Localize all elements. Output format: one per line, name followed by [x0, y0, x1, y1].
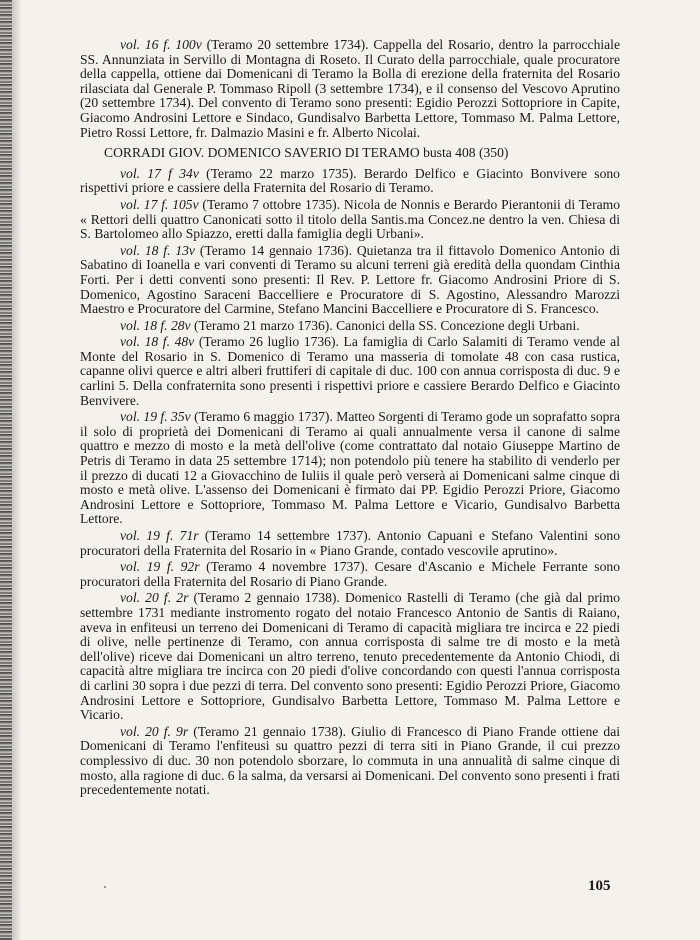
entry-text: (Teramo 7 ottobre 1735). Nicola de Nonnis e Berardo Pierantonii di Teramo « Rettori delli quattro Canonicati sotto il titolo della Santis.ma Concez.ne dentro la ven. Chiesa di S. Bartolomeo allo Spiazzo, eretti dalla famiglia degli Urbani».: [80, 196, 620, 242]
page-number: 105: [588, 878, 611, 894]
entry-reference: vol. 19 f. 71r: [120, 528, 199, 543]
entry: [80, 591, 620, 722]
entry-reference: vol. 18 f. 28v: [120, 317, 191, 333]
entry-text: (Teramo 22 marzo 1735). Berardo Delfico e Giacinto Bonvivere sono rispettivi priore e cassiere della Fraternita del Rosario di Teramo.: [80, 165, 620, 196]
entry-reference: vol. 20 f. 2r: [120, 590, 189, 606]
entry-text: (Teramo 21 marzo 1736). Canonici della SS. Concezione degli Urbani.: [190, 317, 580, 333]
entry-reference: vol. 16 f. 100v: [120, 37, 202, 52]
entry-reference: vol. 17 f 34v: [120, 165, 199, 181]
entry: [80, 244, 620, 317]
page-body: [80, 38, 620, 800]
binding-shadow: [12, 0, 22, 940]
entry: [80, 529, 620, 558]
entry-reference: vol. 20 f. 9r: [120, 723, 189, 739]
entry-reference: vol. 18 f. 13v: [120, 242, 195, 258]
entry: [80, 335, 620, 408]
entry-text: (Teramo 2 gennaio 1738). Domenico Rastelli di Teramo (che già dal primo settembre 1731 mediante instromento rogato del notaio Francesco Antonio de Santis di Raiano, aveva in enfiteusi un terreno dei Domenicani di Teramo di capacità migliara tre incirca e 22 piedi di olive, nelle pertinenze di Teramo, con annua corrisposta di salme tre di mosto e la metà dell'olive) riceve dai Domenicani un altro terreno, tenuto precedentemente da Antonio Chiodi, di capacità altre migliara tre incirca con 20 piedi d'olive concordando con questi l'annua corrisposta di carlini 30 sopra i due pezzi di terra. Del convento sono presenti: Egidio Perozzi Priore, Giacomo Androsini Lettore e Sottopriore, Gundisalvo Barbetta Lettore, Tommaso M. Palma Lettore e Vicario.: [80, 590, 620, 723]
entry: [80, 38, 620, 140]
entry-text: (Teramo 14 gennaio 1736). Quietanza tra il fittavolo Domenico Antonio di Sabatino di Ioanella e vari conventi di Teramo su alcuni terreni già eredità della quondam Cinthia Forti. Per i detti conventi sono presenti: Il Rev. P. Lettore fr. Giacomo Androsini Priore di S. Domenico, Agostino Saraceni Baccelliere e Procuratore di S. Agostino, Alessandro Marozzi Maestro e Procuratore del Carmine, Stefano Mancini Baccelliere e Procuratore di S. Francesco.: [80, 242, 620, 317]
entry-reference: vol. 19 f. 92r: [120, 559, 200, 575]
entry: [80, 319, 620, 334]
entry: [80, 167, 620, 196]
entry-reference: vol. 17 f. 105v: [120, 196, 199, 212]
entry-text: (Teramo 14 settembre 1737). Antonio Capuani e Stefano Valentini sono procuratori della Fraternita del Rosario in « Piano Grande, contado vescovile aprutino».: [80, 528, 620, 558]
entry: [80, 198, 620, 242]
entry-text: (Teramo 26 luglio 1736). La famiglia di Carlo Salamiti di Teramo vende al Monte del Rosario in S. Domenico di Teramo una masseria di tomolate 48 con casa rustica, capanne olivi querce e altri alberi fruttiferi di capitale di duc. 100 con annua corrisposta di duc. 9 e carlini 5. Della confraternita sono presenti i rispettivi priore e cassiere Berardo Delfico e Giacinto Benvivere.: [80, 334, 620, 408]
entry-text: (Teramo 20 settembre 1734). Cappella del Rosario, dentro la parrocchiale SS. Annunziata in Servillo di Montagna di Roseto. Il Curato della parrocchiale, quale procuratore della cappella, ottiene dai Domenicani di Teramo la Bolla di erezione della fraternita del Rosario rilasciata dal Generale P. Tommaso Ripoll (3 settembre 1734), e il consenso del Vescovo Aprutino (20 settembre 1734). Del convento di Teramo sono presenti: Egidio Perozzi Sottopriore in Capite, Giacomo Androsini Lettore e Sindaco, Gundisalvo Barbetta Lettore, Tommaso M. Palma Lettore, Pietro Rossi Lettore, fr. Dalmazio Masini e fr. Alberto Nicolai.: [80, 37, 620, 140]
entry-reference: vol. 18 f. 48v: [120, 334, 195, 350]
entry-text: (Teramo 6 maggio 1737). Matteo Sorgenti di Teramo gode un soprafatto sopra il solo di proprietà dei Domenicani di Teramo ai quali annualmente versa il canone di salme quattro e mezzo di mosto e la metà dell'olive (come contrattato dal notaio Giuseppe Martino de Petris di Teramo in data 25 settembre 1714); non potendolo più tenere ha stabilito di venderlo per il prezzo di ducati 12 a Giovacchino de Iuliis il quale però verserà ai Domenicani salme cinque di mosto e metà olive. L'assenso dei Domenicani è firmato dai PP. Egidio Perozzi Priore, Giacomo Androsini Lettore e Sottopriore, Tommaso M. Palma Lettore e Vicario, Gundisalvo Barbetta Lettore.: [80, 409, 620, 527]
entry: [80, 410, 620, 527]
entry-reference: vol. 19 f. 35v: [120, 409, 191, 425]
entry-text: (Teramo 21 gennaio 1738). Giulio di Francesco di Piano Frande ottiene dai Domenicani di Teramo l'enfiteusi su quattro pezzi di terra siti in Piano Grande, il cui prezzo complessivo di duc. 30 non potendolo sborzare, lo commuta in una annualità di salme cinque di mosto, alla ragione di duc. 6 la salma, da versarsi ai Domenicani. Del convento sono presenti i frati precedentemente notati.: [80, 723, 621, 798]
entry-text: (Teramo 4 novembre 1737). Cesare d'Ascanio e Michele Ferrante sono procuratori della Fraternita del Rosario di Piano Grande.: [80, 559, 620, 589]
section-heading: CORRADI GIOV. DOMENICO SAVERIO DI TERAMO busta 408 (350): [104, 145, 509, 161]
entry: [80, 725, 620, 798]
book-binding-edge: [0, 0, 12, 940]
entry: [80, 560, 620, 589]
print-speck: [104, 886, 106, 888]
